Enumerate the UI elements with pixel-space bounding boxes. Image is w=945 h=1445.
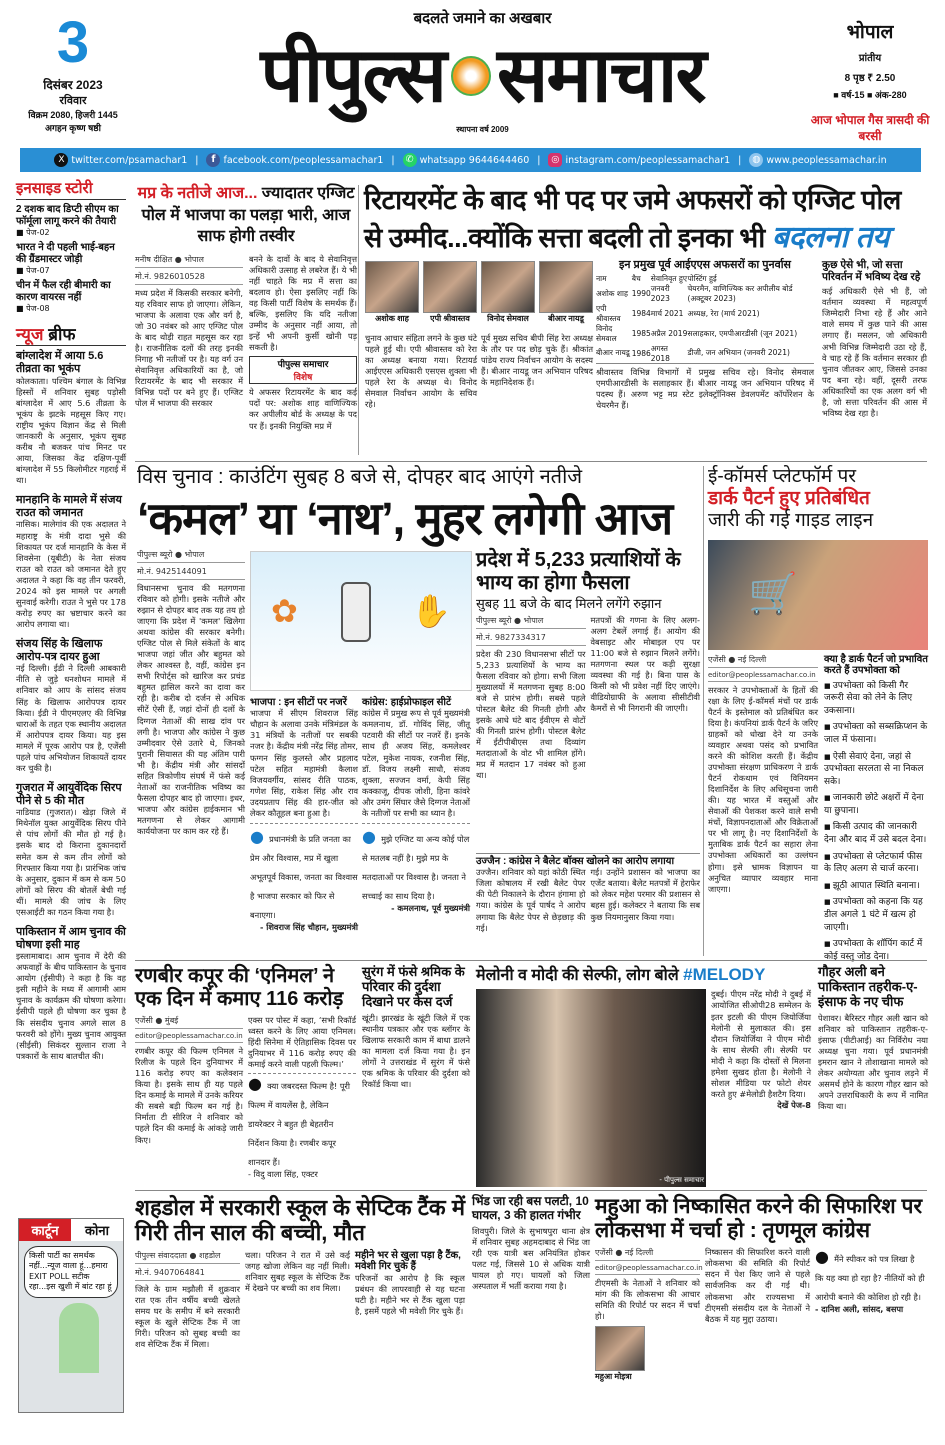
story-body: खूंटी। झारखंड के खूंटी जिले में एक स्थानीय पत्रकार और एक ब्लॉगर के खिलाफ सरकारी काम में बाधा डालने का मामला दर्ज किया गया है। इन लोगों ने उत्तराखंड में सुरंग में फंसे एक श्रमिक के परिवार की दुर्दशा को रिकॉर्ड किया था।: [362, 1012, 470, 1090]
brief-item: [16, 782, 126, 918]
tunnel-headline: सुरंग में फंसे श्रमिक के परिवार की दुर्दशा दिखाने पर केस दर्ज: [362, 964, 465, 1009]
officer-photo: [481, 261, 535, 324]
selfie-photo: [476, 989, 706, 1187]
social-label: facebook.com/peoplessamachar1: [223, 154, 384, 166]
byline: पीपुल्स संवाददाता ● शहडोल: [135, 1250, 240, 1264]
election-kicker: विस चुनाव : काउंटिंग सुबह 8 बजे से, दोपहर बाद आएंगे नतीजे: [137, 466, 583, 488]
td: 1990: [631, 289, 651, 299]
quote-icon: ●: [250, 826, 264, 846]
story-body: भाजपा में सीएम शिवराज सिंह चौहान के अलावा उनके मंत्रिमंडल के 31 मंत्रियों के नतीजों पर सबकी नजर है। केंद्रीय मंत्री नरेंद्र सिंह तोमर, फग्गन सिंह कुलस्ते और प्रहलाद पटेल सहित महामंत्री कैलाश विजयवर्गीय, सांसद रीति पाठक, गणेश सिंह, राकेश सिंह और राव उदयप्रताप सिंह की हार-जीत को लेकर कौतूहल बना हुआ है।: [250, 708, 358, 818]
special-label: विशेष: [293, 372, 313, 383]
story-body: निष्कासन की सिफारिश करने वाली लोकसभा की समिति की रिपोर्ट सदन में पेश किए जाने से पहले सार्वजनिक कर दी गई थी। लोकसभा और राज्यसभा में टीएमसी संसदीय दल के नेताओं ने बैठक में यह मुद्दा उठाया।: [705, 1247, 810, 1324]
ujjain-title: उज्जैन : कांग्रेस ने बैलेट बॉक्स खोलने का आरोप लगाया: [476, 853, 700, 868]
td: अप्रैल 2019: [650, 328, 688, 338]
story-body: प्रदेश की 230 विधानसभा सीटों पर 5,233 प्रत्याशियों के भाग्य का फैसला रविवार को होगा। सभी जिला मुख्यालयों में मतगणना सुबह 8:00 बजे से प्रारंभ होगी। सबसे पहले पोस्टल बैलेट की गिनती होगी और इसके आधे घंटे बाद ईवीएम से वोटों की गिनती प्रारंभ होगी। पोस्टल बैलेट में ईटीपीबीएस तथा दिव्यांग मतदाताओं के वोट भी शामिल होंगे। मप्र में मतदान 17 नवंबर को हुआ था।: [476, 648, 586, 781]
email: editor@peoplessamachar.co.in: [135, 1032, 243, 1043]
bhind-headline: भिंड जा रही बस पलटी, 10 घायल, 3 की हालत गंभीर: [472, 1194, 589, 1222]
portrait-image: [423, 261, 477, 313]
story-body: बनने के दावों के बाद ये सेवानिवृत्त अधिकारी उत्साह से लबरेज हैं। ये भी नहीं चाहते कि मप्र में सत्ता का बदलाव हो। ऐसा इसलिए नहीं कि वह किसी पार्टी विशेष के समर्थक हैं। बल्कि, इसलिए कि यदि नतीजा उम्मीद के अनुसार नहीं आया, तो इन्हें भी अपनी कुर्सी खोनी पड़ सकती है।: [249, 253, 357, 353]
td: अगस्त 2018: [650, 343, 670, 363]
side-headline-red: मप्र के नतीजे आज...: [137, 185, 258, 202]
photo-caption: एपी श्रीवास्तव: [430, 314, 470, 324]
weekday: रविवार: [59, 95, 87, 107]
quote-text: मुझे एग्जिट या अन्य कोई पोल से मतलब नहीं है। मुझे मप्र के मतदाताओं पर विश्वास है। जनता ने सच्चाई का साथ दिया है।: [362, 833, 470, 901]
inside-item[interactable]: [16, 242, 126, 276]
th: बैच: [631, 273, 641, 283]
photo-caption: महुआ मोइत्रा: [595, 1371, 632, 1381]
tithi: अगहन कृष्ण षष्ठी: [45, 123, 101, 133]
dark-pattern-box-title: क्या है डार्क पैटर्न जो प्रभावित करते हैं उपभोक्ता को: [824, 653, 929, 677]
brief-body: इस्लामाबाद। आम चुनाव में देरी की अफवाहों के बीच पाकिस्तान के चुनाव आयोग (ईसीपी) ने कहा है कि वह इसी महीने के मध्य में आगामी आम चुनाव के कार्यक्रम की घोषणा करेगा। ईसीपी पहले ही घोषणा कर चुका है कि संसदीय चुनाव अगले साल 8 फरवरी को होंगे। मुख्य चुनाव आयुक्त (सीईसी) सिकंदर सुल्तान राजा ने पत्रकारों के साथ बातचीत की।: [16, 951, 126, 1061]
special-badge: पीपुल्स समाचार: [277, 359, 329, 370]
gauhar-story: [818, 965, 928, 1187]
page-ref: ■ पेज-08: [16, 304, 50, 314]
portrait-image: [539, 261, 593, 313]
story-body: कांग्रेस में प्रमुख रूप से पूर्व मुख्यमंत्री कमलनाथ, डॉ. गोविंद सिंह, जीतू पटवारी की सीटों पर नजरें हैं। इनके साथ ही अजय सिंह, कमलेश्वर पटेल, मुकेश नायक, रजनीश सिंह, डॉ. विजय लक्ष्मी साधौ, संजय शुक्ला, सज्जन वर्मा, केपी सिंह कक्काजू, दीपक जोशी, हिना कांवरे और उमंग सिंघार जैसे दिग्गज नेताओं के नतीजों पर सभी का ध्यान है।: [362, 708, 470, 818]
dark-pattern-story: [708, 466, 929, 962]
facebook-icon: f: [206, 153, 220, 167]
instagram-icon: ◎: [548, 153, 562, 167]
th: पोस्टिंग हुई: [687, 273, 717, 283]
quote-author: - दानिश अली, सांसद, बसपा: [815, 1304, 904, 1315]
email: editor@peoplessamachar.co.in: [595, 1264, 700, 1275]
td: अशोक शाह: [596, 288, 628, 298]
byline: एजेंसी ● नई दिल्ली: [595, 1247, 700, 1261]
list-item: ■ ऐसी सेवाएं देना, जहां से उपभोक्ता सरलता से ना निकल सके।: [824, 751, 928, 789]
date-number: 3: [56, 10, 90, 75]
side-title: महीने भर से खुला पड़ा है टैंक, मवेशी गिर चुके हैं: [355, 1249, 461, 1273]
lotus-icon: ✿: [271, 591, 298, 630]
social-label: twitter.com/psamachar1: [71, 154, 188, 166]
cart-icon: 🛒: [748, 570, 798, 617]
inside-item-text: 2 दशक बाद डिप्टी सीएम का फॉर्मूला लागू करने की तैयारी: [16, 204, 119, 227]
future-officers-box: [822, 259, 927, 458]
table-row: [596, 304, 814, 324]
election-headline: ‘कमल’ या ‘नाथ’, मुहर लगेगी आज: [137, 493, 673, 544]
quote-author: - शिवराज सिंह चौहान, मुख्यमंत्री: [260, 921, 358, 932]
main-headline-line1: रिटायरमेंट के बाद भी पद पर जमे अफसरों को एग्जिट पोल: [364, 185, 901, 215]
bhind-story: [472, 1195, 590, 1415]
quote-author: - विदु वाला सिंह, एक्टर: [248, 1169, 318, 1180]
td: 1984: [631, 309, 651, 319]
td: मार्च 2021: [650, 308, 684, 318]
byline: पीपुल्स ब्यूरो ● भोपाल: [476, 615, 586, 629]
quote-icon: ●: [248, 1074, 262, 1094]
mobile: मो.नं. 9425144091: [137, 566, 245, 580]
cartoon-label: कार्टून: [19, 1219, 71, 1241]
social-label: instagram.com/peoplessamachar1: [565, 154, 731, 166]
social-website[interactable]: [749, 153, 886, 167]
animal-headline: रणबीर कपूर की ‘एनिमल’ ने एक दिन में कमाए 116 करोड़: [135, 965, 344, 1010]
story-body: मध्य प्रदेश में किसकी सरकार बनेगी, यह रविवार साफ हो जाएगा। लेकिन, भाजपा के अलावा एक और वर्ग है, जो 30 नवंबर को आए एग्जिट पोल के बाद थोड़ी राहत महसूस कर रहा है। राजनीतिक दलों की तरह इनकी निगाह भी नतीजों पर है। यह वर्ग उन सेवानिवृत्त अधिकारियों का है, जो रिटायरमेंट के बाद भी सरकार में विभिन्न पदों पर बने हुए हैं। एग्जिट पोल में भाजपा की सरकार: [135, 287, 243, 409]
pen-logo-icon: [451, 56, 491, 96]
news-brief-title: [16, 322, 126, 346]
samvat: विक्रम 2080, हिजरी 1445: [28, 110, 118, 120]
dark-pattern-list: [824, 680, 928, 964]
story-body: परिजनों का आरोप है कि स्कूल प्रबंधन की लापरवाही से यह घटना घटी है। महीने भर से टैंक खुला पड़ा है, इसमें पहले भी मवेशी गिर चुके हैं।: [355, 1272, 465, 1316]
portrait-image: [481, 261, 535, 313]
story-body: श्रीवास्तव विभिन्न विभागों में प्रमुख सचिव रहे। विनोद सेमवाल एमपीआरडीसी के सलाहकार हैं। बीआर नायडू जन अभियान परिषद में पदस्थ हैं। अरुण भट्ट मप्र स्टेट इलेक्ट्रॉनिक्स डेवलपमेंट कॉर्पोरेशन के चेयरमैन हैं।: [596, 366, 814, 410]
table-row: [596, 324, 814, 344]
election-story: [137, 466, 702, 956]
social-instagram[interactable]: [548, 153, 730, 167]
byline: एजेंसी ● मुंबई: [135, 1015, 243, 1029]
list-item: ■ उपभोक्ता को किसी गैर जरूरी सेवा को लेने के लिए उकसाना।: [824, 680, 928, 718]
quote-text: मैंने स्पीकर को पत्र लिखा है कि यह क्या हो रहा है? नीतियों को ही आरोपी बनाने की कोशिश हो रही है।: [815, 1254, 925, 1303]
story-body: जिले के ग्राम मझौली में शुक्रवार रात एक तीन वर्षीय बच्ची खेलते समय घर के समीप में बने सरकारी स्कूल के खुले सेप्टिक टैंक में जा गिरी। परिजन को सुबह बच्ची का शव सेप्टिक टैंक में मिला।: [135, 1283, 240, 1349]
cartoon-speech-bubble: किसी पार्टी का समर्थक नहीं...न्यूज वाला हूं...हमारा EXIT POLL सटीक रहा...इस खुशी में बांट रहा हूं: [24, 1246, 118, 1298]
brief-title-b: ब्रीफ: [48, 325, 76, 345]
list-item: ■ जानकारी छोटे अक्षरों में देना या छुपाना।: [824, 792, 928, 817]
left-column: [16, 180, 126, 1213]
whatsapp-icon: ✆: [403, 153, 417, 167]
gas-tragedy-notice: आज भोपाल गैस त्रासदी की बरसी: [810, 113, 930, 143]
story-body: शिवपुरी। जिले के सुभाषपुरा थाना क्षेत्र में शनिवार सुबह अहमदाबाद से भिंड जा रही एक यात्री बस अनियंत्रित होकर पलट गई, जिससे 10 से अधिक यात्री घायल हो गए। घायलों को जिला अस्पताल में भर्ती कराया गया है।: [472, 1225, 590, 1291]
mobile: मो.नं. 9827334317: [476, 632, 586, 646]
edition: प्रांतीय: [858, 53, 882, 64]
brief-title: मानहानि के मामले में संजय राउत को जमानत: [16, 494, 122, 519]
page-ref: ■ पेज-07: [16, 266, 50, 276]
list-item: ■ उपभोक्ता को कहना कि यह डील अगले 1 घंटे में खत्म हो जाएगी।: [824, 896, 928, 934]
list-item: ■ उपभोक्ता से प्लेटफार्म फीस के लिए अलग से चार्ज करना।: [824, 851, 928, 876]
globe-icon: ◍: [749, 153, 763, 167]
story-body: मतपत्रों की गणना के लिए अलग-अलग टेबलें लगाई हैं। आयोग की वेबसाइट और मोबाइल एप पर 11:00 बजे से रुझान मिलने लगेंगे। मतगणना स्थल पर कड़ी सुरक्षा व्यवस्था की गई है। बिना पास के किसी को भी प्रवेश नहीं दिए जाएंगे। वीडियोग्राफी के अलावा सीसीटीवी कैमरों से भी निगरानी की जाएगी।: [590, 614, 700, 714]
th: नाम: [596, 273, 607, 283]
quote-author: - कमलनाथ, पूर्व मुख्यमंत्री: [391, 902, 470, 913]
main-headline-highlight: बदलना तय: [771, 221, 889, 255]
sub-headline: प्रदेश में 5,233 प्रत्याशियों के भाग्य का होगा फैसला: [476, 548, 681, 594]
main-headline-line2: से उम्मीद...क्योंकि सत्ता बदली तो इनका भी: [364, 223, 765, 254]
officers-table: [596, 274, 814, 364]
story-body: पूर्व मुख्य सचिव बीपी सिंह रेरा अध्यक्ष के तौर पर पद छोड़ चुके हैं। श्रीकांत पांडेय राज्य निर्वाचन आयोग के सदस्य हैं। बीआर नायडू जन अभियान परिषद के महानिदेशक हैं।: [481, 333, 593, 388]
side-headline: [135, 183, 357, 248]
box-body: कई अधिकारी ऐसे भी हैं, जो वर्तमान व्यवस्था में महत्वपूर्ण जिम्मेदारी निभा रहे हैं और आने वाले समय में कुछ पाने की आस लगाए हैं। मसलन, जो अधिकारी अभी विभिन्न जिम्मेदारी उठा रहे हैं, वे चाह रहे हैं कि वर्तमान सरकार ही चुनाव जीतकर आए, जिससे उनका पद बना रहे। वहीं, दूसरी तरफ अधिकारियों का एक अलग वर्ग भी है, जो सत्ता परिवर्तन की आस में भविष्य देख रहा है।: [822, 286, 927, 418]
mobile: मो.नं. 9407064841: [135, 1267, 240, 1281]
mahua-story: [595, 1195, 928, 1415]
officer-photo: [365, 261, 419, 324]
brief-title-a: न्यूज: [16, 325, 44, 345]
td: 1986: [631, 348, 651, 358]
brief-title: संजय सिंह के खिलाफ आरोप-पत्र दायर हुआ: [16, 638, 103, 663]
side-headline-black: ज्यादातर एग्जिट पोल में भाजपा का पलड़ा भारी, आज साफ होगी तस्वीर: [141, 185, 355, 246]
price: 8 पृष्ठ ₹ 2.50: [844, 73, 896, 84]
list-item: ■ किसी उत्पाद की जानकारी देना और बाद में उसे बदल देना।: [824, 821, 928, 846]
animal-story: [135, 965, 357, 1187]
brief-item: [16, 638, 126, 774]
list-item: ■ उपभोक्ता को सब्सक्रिप्शन के जाल में फंसाना।: [824, 721, 928, 746]
brief-body: कोलकाता। पश्चिम बंगाल के विभिन्न हिस्सों में शनिवार सुबह पड़ोसी बांग्लादेश में आए 5.6 तीव्रता के भूकंप के झटके महसूस किए गए। राष्ट्रीय भूकंप विज्ञान केंद्र से मिली जानकारी के अनुसार, भूकंप सुबह करीब नौ बजकर पांच मिनट पर आया, जिसका केंद्र दक्षिण-पूर्वी बांग्लादेश में 55 किलोमीटर गहराई में था।: [16, 375, 126, 486]
top-story-main: [364, 183, 929, 458]
evm-icon: [341, 582, 371, 642]
story-body: रणबीर कपूर की फिल्म एनिमल ने रिलीज के पहले दिन दुनियाभर में 116 करोड़ रुपए का कलेक्शन किया है। इसके साथ ही यह पहले दिन कमाई के मामले में उनके करियर की सबसे बड़ी फिल्म बन गई है। निर्माता टी सीरिज ने शनिवार को पहले दिन की कमाई के आंकड़े जारी किए।: [135, 1046, 243, 1145]
bjp-seats-title: भाजपा : इन सीटों पर नजरें: [250, 696, 347, 708]
byline: एजेंसी ● नई दिल्ली: [708, 654, 818, 668]
story-body: टीएमसी के नेताओं ने शनिवार को मांग की कि लोकसभा की आचार समिति की रिपोर्ट पर सदन में चर्चा हो।: [595, 1278, 700, 1322]
brief-item: [16, 350, 126, 486]
quote-text: क्या जबरदस्त फिल्म है! पूरी फिल्म में वायलेंस है, लेकिन डायरेक्टर ने बहुत ही बेहतरीन निर्देशन किया है। रणबीर कपूर शानदार हैं।: [248, 1081, 350, 1168]
shahdol-headline: शहडोल में सरकारी स्कूल के सेप्टिक टैंक में गिरी तीन साल की बच्ची, मौत: [135, 1195, 465, 1246]
story-body: उज्जैन। शनिवार को यहां कोठी स्थित जिला कोषालय में रखी बैलेट पेपर की पेटी निकालने के दौरान हंगामा हो गया। कांग्रेस के पूर्व पार्षद ने आरोप लगाया कि बैलेट पेपर से छेड़छाड़ की गई।: [476, 867, 586, 933]
page-ref: ■ पेज-02: [16, 228, 50, 238]
td: विनोद सेमवाल: [596, 323, 617, 343]
story-body: एक्स पर पोस्ट में कहा, ‘सभी रिकॉर्ड ध्वस्त करने के लिए आया एनिमल। हिंदी सिनेमा में ऐतिहासिक दिवस पर दुनियाभर में 116 करोड़ रुपए की कमाई करने वाली पहली फिल्म।’: [248, 1015, 356, 1070]
brief-item: [16, 926, 126, 1062]
photo-caption: बीआर नायडू: [548, 314, 584, 324]
social-twitter[interactable]: [54, 153, 187, 167]
story-body: चला। परिजन ने रात में उसे कई जगह खोजा लेकिन वह नहीं मिली। शनिवार सुबह स्कूल के सेप्टिक टैंक में देखने पर बच्ची का शव मिला।: [245, 1249, 350, 1293]
inside-story-title: इनसाइड स्टोरी: [16, 180, 126, 200]
list-item: ■ उपभोक्ता के शॉपिंग कार्ट में कोई वस्तु जोड़ देना।: [824, 938, 928, 963]
brief-item: [16, 494, 126, 630]
melody-tag: #MELODY: [683, 965, 766, 984]
photo-credit: - पीपुल्स समाचार: [659, 1176, 704, 1184]
story-body: सरकार ने उपभोक्ताओं के हितों की रक्षा के लिए ई-कॉमर्स मंचों पर डार्क पैटर्न के इस्तेमाल को प्रतिबंधित कर दिया है। कंपनियां डार्क पैटर्न के जरिए ग्राहकों को धोखा देने या उनके व्यवहार अथवा पसंद को प्रभावित करने की कोशिश करती हैं। केंद्रीय उपभोक्ता संरक्षण प्राधिकरण ने डार्क पैटर्न रोकथाम एवं विनियमन दिशानिर्देश के लिए अधिसूचना जारी की। यह भारत में वस्तुओं और सेवाओं की पेशकश करने वाले सभी मंचों, विज्ञापनदाताओं और विक्रेताओं पर भी लागू है। नए दिशानिर्देशों के मुताबिक डार्क पैटर्न का सहारा लेना उपभोक्ता अधिकारों का उल्लंघन होगा। इसे भ्रामक विज्ञापन या अनुचित व्यापार व्यवहार माना जाएगा।: [708, 684, 818, 894]
brief-title: बांग्लादेश में आया 5.6 तीव्रता का भूकंप: [16, 350, 104, 375]
congress-seats-title: कांग्रेस: हाईप्रोफाइल सीटें: [362, 696, 452, 708]
meloni-story: [476, 965, 812, 1187]
table-title: इन प्रमुख पूर्व आईएएस अफसरों का पुनर्वास: [618, 259, 791, 272]
corner-label: कोना: [71, 1219, 123, 1241]
title-left: पीपुल्स: [260, 33, 446, 118]
story-body: पेशावर। बैरिस्टर गौहर अली खान को शनिवार को पाकिस्तान तहरीक-ए-इंसाफ (पीटीआई) का निर्विरोध नया अध्यक्ष चुना गया। पूर्व प्रधानमंत्री इमरान खान ने तोशाखाना मामले को लेकर अयोग्यता और चुनाव लड़ने में असमर्थ होने के कारण गौहर खान को अपने उत्तराधिकारी के रूप में नामित किया था।: [818, 1012, 928, 1112]
shopping-cart-image: [708, 540, 928, 650]
story-body: दुबई। पीएम नरेंद्र मोदी ने दुबई में आयोजित सीओपी28 सम्मेलन के इतर इटली की पीएम जियोर्जिया मेलोनी से मुलाकात की। इस दौरान जियोर्जिया ने पीएम मोदी के साथ सेल्फी ली। सेल्फी पर मोदी ने कहा कि दोस्तों से मिलना हमेशा सुखद होता है। मेलोनी ने सोशल मीडिया पर फोटो शेयर करते हुए #मेलोडी हैशटैग दिया।: [711, 989, 811, 1099]
td: चेयरमैन, वाणिज्यिक कर अपीलीय बोर्ड (अक्टूबर 2023): [687, 283, 793, 303]
social-whatsapp[interactable]: [403, 153, 530, 167]
officer-photo: [539, 261, 593, 324]
table-header: [596, 274, 814, 284]
mobile: मो.नं. 9826010528: [135, 271, 243, 285]
td: सलाहकार, एमपीआरडीसी (जून 2021): [687, 328, 798, 338]
cartoon-figure-icon: [59, 1303, 99, 1373]
ecom-headline-2: जारी की गई गाइड लाइन: [708, 509, 874, 531]
brief-title: पाकिस्तान में आम चुनाव की घोषणा इसी माह: [16, 925, 126, 951]
see-page-link[interactable]: देखें पेज-8: [777, 1100, 811, 1111]
ecom-headline-1: ई-कॉमर्स प्लेटफॉर्म पर: [708, 466, 857, 487]
td: एपी श्रीवास्तव: [596, 303, 621, 323]
brief-body: नई दिल्ली। ईडी ने दिल्ली आबकारी नीति से जुड़े धनशोधन मामले में शनिवार को आप के सांसद संजय सिंह के खिलाफ आरोपपत्र दायर किया। ईडी ने पीएमएलए की विभिन्न धाराओं के तहत एक स्थानीय अदालत में आरोपपत्र दायर किया। यह इस मामले में पूरक आरोप पत्र है, एजेंसी पहले पांच अभियोजन शिकायतें दायर कर चुकी है।: [16, 663, 126, 773]
officers-table-box: [596, 259, 814, 458]
mahua-headline: महुआ को निष्कासित करने की सिफारिश पर लोकसभा में चर्चा हो : तृणमूल कांग्रेस: [595, 1195, 923, 1243]
story-body: विधानसभा चुनाव की मतगणना रविवार को होगी। इसके नतीजे और रुझान से दोपहर बाद तक यह तय हो जाएगा कि प्रदेश में 'कमल' खिलेगा अथवा कांग्रेस की सरकार बनेगी। एग्जिट पोल से मिले संकेतों के बाद भाजपा जहां जीत और बहुमत को लेकर आश्वस्त है, वहीं, कांग्रेस इन सभी रिपोर्ट्स को खारिज कर प्रचंड बहुमत हासिल करने का दावा कर रही है। करीब दो दर्जन से अधिक सीटें ऐसी हैं, जहां दोनों ही दलों के दिग्गज नेताओं की साख दांव पर लगी है। भाजपा और कांग्रेस ने कुछ उम्मीदवार ऐसे उतारे थे, जिनको पुरानी सियासत की यह अंतिम पारी भी है। केंद्रीय मंत्री और सांसदों सहित त्रिकोणीय संघर्ष में फंसे कई नेताओं का राजनीतिक भविष्य का फैसला दोपहर बाद हो जाएगा। इधर, भाजपा और कांग्रेस हाईकमान भी मतगणना से लेकर आगामी कार्ययोजना पर काम कर रहे हैं।: [137, 582, 245, 837]
social-facebook[interactable]: [206, 153, 383, 167]
ecom-headline-red: डार्क पैटर्न हुए प्रतिबंधित: [708, 487, 870, 509]
masthead-logo: [165, 10, 800, 140]
quote-text: प्रधानमंत्री के प्रति जनता का प्रेम और विश्वास, मप्र में खुला अभूतपूर्व विकास, जनता का विश्वास है भाजपा सरकार को फिर से बनाएगा।: [250, 833, 358, 920]
th: सेवानिवृत हुए: [650, 273, 688, 283]
social-label: whatsapp 9644644460: [419, 154, 530, 166]
tagline: बदलते जमाने का अखबार: [413, 10, 552, 27]
brief-body: नाडियाड (गुजरात)। खेड़ा जिले में मिथेनॉल युक्त आयुर्वेदिक सिरप पीने से पांच लोगों की मौत हो गई है। इसके बाद दो किराना दुकानदारों समेत कम से कम तीन लोगों को गिरफ्तार किया गया है। प्रारंभिक जांच के अनुसार, दुकान में कम से कम 50 लोगों को सिरप की बोतलें बेची गई थीं। मामले की जांच के लिए एसआईटी का गठन किया गया है।: [16, 807, 126, 917]
tunnel-story: [362, 965, 470, 1187]
inside-item[interactable]: [16, 280, 126, 314]
story-body: गई। उन्होंने प्रशासन को भाजपा का एजेंट बताया। बैलेट मतपत्रों में हेराफेर को लेकर महेश परमार की प्रशासन से बहस हुई। कलेक्टर ने बताया कि सब कुछ नियमानुसार किया गया।: [590, 867, 700, 922]
exit-poll-side-story: [135, 183, 357, 458]
byline: पीपुल्स ब्यूरो ● भोपाल: [137, 549, 245, 563]
photo-caption: विनोद सेमवाल: [487, 314, 529, 324]
photo-caption: अशोक शाह: [375, 314, 409, 324]
inside-item[interactable]: [16, 204, 126, 238]
td: बीआर नायडू: [596, 348, 630, 358]
td: अध्यक्ष, रेरा (मार्च 2021): [687, 308, 760, 318]
inside-item-text: भारत ने दी पहली भाई-बहन की ग्रैंडमास्टर जोड़ी: [16, 242, 115, 265]
list-item: ■ झूठी आपात स्थिति बनाना।: [824, 880, 928, 893]
story-body: ये अफसर रिटायरमेंट के बाद कई पदों पर: अशोक शाह वाणिज्यिक कर अपीलीय बोर्ड के अध्यक्ष के पद पर हैं। इनकी नियुक्ति मप्र में: [249, 387, 357, 431]
cartoon-box: [18, 1218, 124, 1413]
meloni-headline: मेलोनी व मोदी की सेल्फी, लोग बोले: [476, 967, 679, 984]
city: भोपाल: [846, 22, 894, 43]
table-row: [596, 284, 814, 304]
brief-body: नासिक। मालेगांव की एक अदालत ने महाराष्ट्र के मंत्री दादा भुसे की शिकायत पर दर्ज मानहानि के केस में शिवसेना (यूबीटी) के नेता संजय राउत को राउत को जमानत देते हुए अदालत ने कहा कि वह तीन फरवरी, 2024 को इस मामले पर अगली सुनवाई करेगी। राउत ने भुसे पर 178 करोड़ रुपए का भ्रष्टाचार करने का आरोप लगाया था।: [16, 519, 126, 629]
edition-block: [810, 18, 930, 144]
inside-item-text: चीन में फैल रही बीमारी का कारण वायरस नहीं: [16, 280, 111, 303]
founded-year: स्थापना वर्ष 2009: [456, 125, 509, 134]
td: डीजी, जन अभियान (जनवरी 2021): [687, 348, 790, 358]
social-bar: X twitter.com/psamachar1 | f facebook.com/peoplessamachar1 | ✆ whatsapp 9644644460 | ◎ instagram.com/peoplessamachar1 | ◍ www.peoplessamachar.in: [20, 148, 921, 172]
date-block: [18, 10, 128, 134]
title-right: समाचार: [497, 33, 705, 118]
mahua-photo: [595, 1326, 645, 1371]
sub-kicker: सुबह 11 बजे के बाद मिलने लगेंगे रुझान: [476, 595, 662, 611]
social-label: www.peoplessamachar.in: [766, 154, 887, 166]
byline: मनीष दीक्षित ● भोपाल: [135, 254, 243, 268]
x-icon: X: [54, 153, 68, 167]
quote-icon: ●: [362, 826, 376, 846]
td: जनवरी 2023: [650, 284, 670, 304]
portrait-image: [365, 261, 419, 313]
table-row: [596, 344, 814, 364]
officer-photo: [423, 261, 477, 324]
date-month: दिसंबर 2023: [43, 78, 103, 92]
shahdol-story: [135, 1195, 465, 1415]
election-cartoon: [250, 551, 472, 691]
brief-title: गुजरात में आयुर्वेदिक सिरप पीने से 5 की मौत: [16, 781, 122, 807]
volume: ■ वर्ष-15 ■ अंक-280: [833, 90, 907, 100]
hand-icon: ✋: [411, 591, 451, 630]
officer-photos: [365, 261, 593, 324]
main-headline: [364, 183, 929, 257]
td: 1985: [631, 329, 651, 339]
box-title: कुछ ऐसे भी, जो सत्ता परिवर्तन में भविष्य देख रहे: [822, 259, 921, 284]
email: editor@peoplessamachar.co.in: [708, 671, 818, 682]
quote-icon: ●: [815, 1247, 829, 1267]
gauhar-headline: गौहर अली बने पाकिस्तान तहरीक-ए-इंसाफ के नए चीफ: [818, 964, 918, 1009]
story-body: चुनाव आचार संहिता लगने के कुछ घंटे पहले हुई थी। एपी श्रीवास्तव को रेरा का अध्यक्ष बनाया गया। रिटायर्ड आईएएस अधिकारी एसएस शुक्ला भी पहले रेरा के अध्यक्ष थे। विनोद सेमवाल निर्वाचन आयोग के सचिव रहे।: [365, 333, 477, 410]
